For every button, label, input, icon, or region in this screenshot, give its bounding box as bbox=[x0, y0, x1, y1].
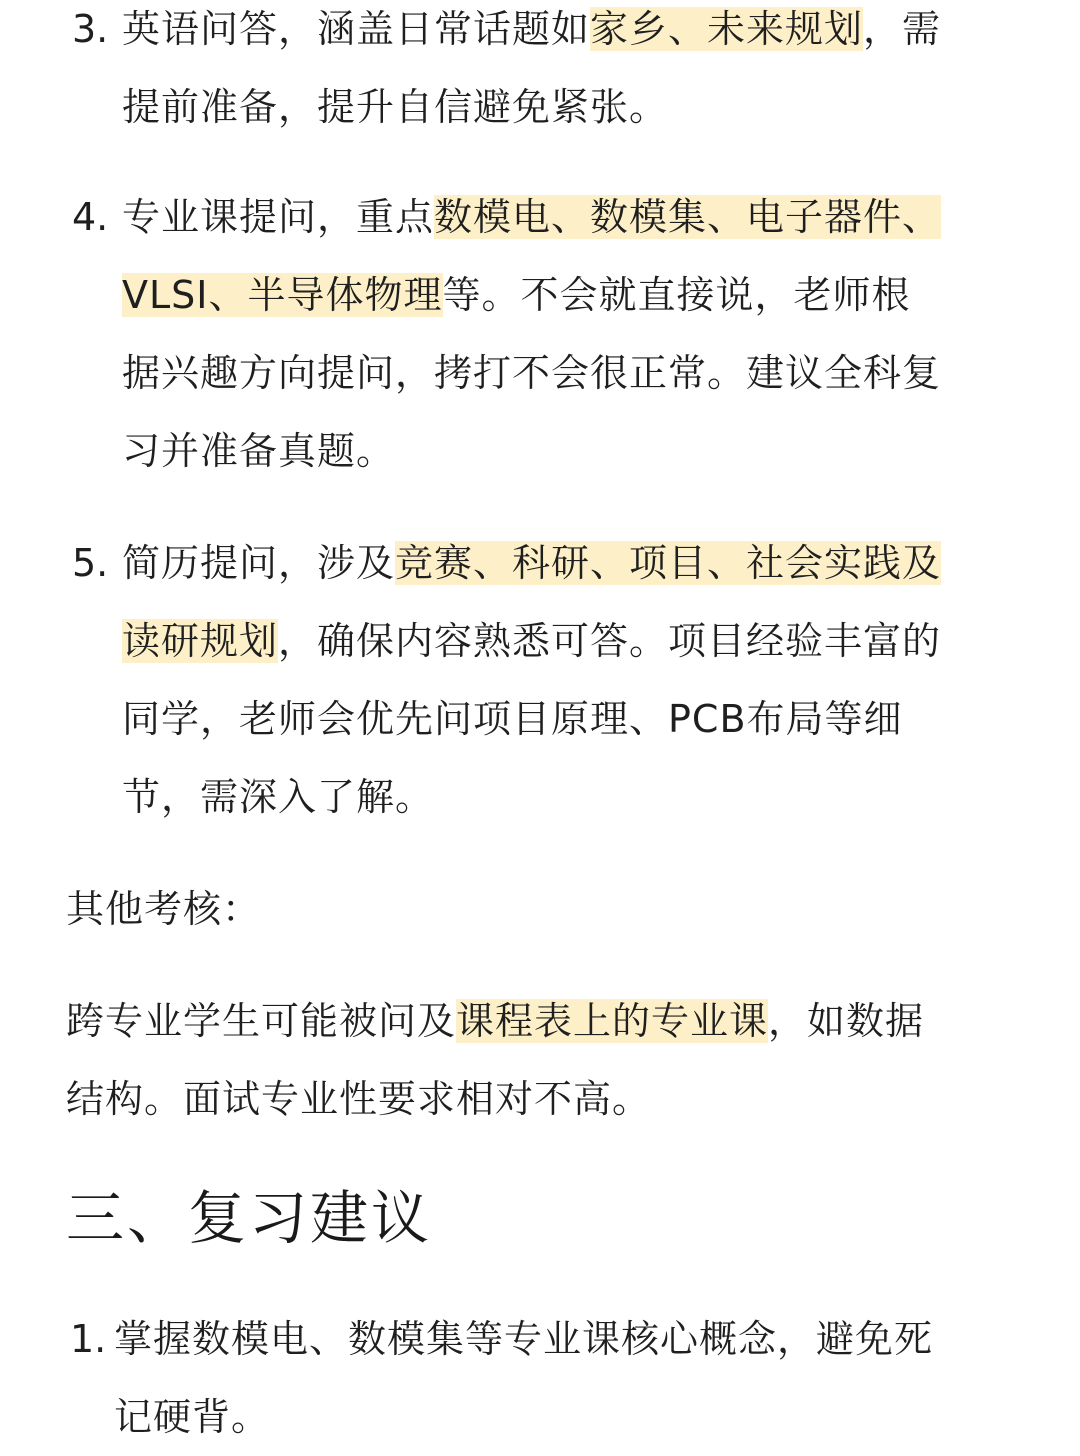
item-line: 提前准备，提升自信避免紧张。 bbox=[122, 85, 669, 129]
item-line: 据兴趣方向提问，拷打不会很正常。建议全科复 bbox=[122, 351, 942, 395]
other-label: 其他考核： bbox=[66, 887, 262, 931]
item-line: 读研规划，确保内容熟悉可答。项目经验丰富的 bbox=[122, 619, 942, 663]
item-line: 简历提问，涉及竞赛、科研、项目、社会实践及 bbox=[122, 541, 942, 585]
highlight: 读研规划 bbox=[122, 619, 279, 663]
paragraph-line: 跨专业学生可能被问及课程表上的专业课，如数据 bbox=[66, 999, 925, 1043]
highlight: 数模电、数模集、电子器件、 bbox=[434, 195, 942, 239]
highlight: 课程表上的专业课 bbox=[456, 999, 769, 1043]
highlight: 家乡、未来规划 bbox=[590, 7, 864, 51]
list-number: 5. bbox=[72, 541, 109, 585]
item-line: 同学，老师会优先问项目原理、PCB布局等细 bbox=[122, 697, 903, 741]
paragraph-line: 结构。面试专业性要求相对不高。 bbox=[66, 1077, 652, 1121]
highlight: VLSI、半导体物理 bbox=[122, 273, 443, 317]
item-line: 掌握数模电、数模集等专业课核心概念，避免死 bbox=[114, 1317, 934, 1361]
list-number: 3. bbox=[72, 7, 109, 51]
item-line: 英语问答，涵盖日常话题如家乡、未来规划，需 bbox=[122, 7, 942, 51]
item-line: 专业课提问，重点数模电、数模集、电子器件、 bbox=[122, 195, 942, 239]
item-line: VLSI、半导体物理等。不会就直接说，老师根 bbox=[122, 273, 911, 317]
list-number: 4. bbox=[72, 195, 109, 239]
list-number: 1. bbox=[70, 1317, 107, 1361]
item-line: 记硬背。 bbox=[114, 1395, 271, 1439]
highlight: 竞赛、科研、项目、社会实践及 bbox=[395, 541, 942, 585]
item-line: 习并准备真题。 bbox=[122, 429, 396, 473]
item-line: 节，需深入了解。 bbox=[122, 775, 435, 819]
section-heading: 三、复习建议 bbox=[66, 1184, 433, 1252]
